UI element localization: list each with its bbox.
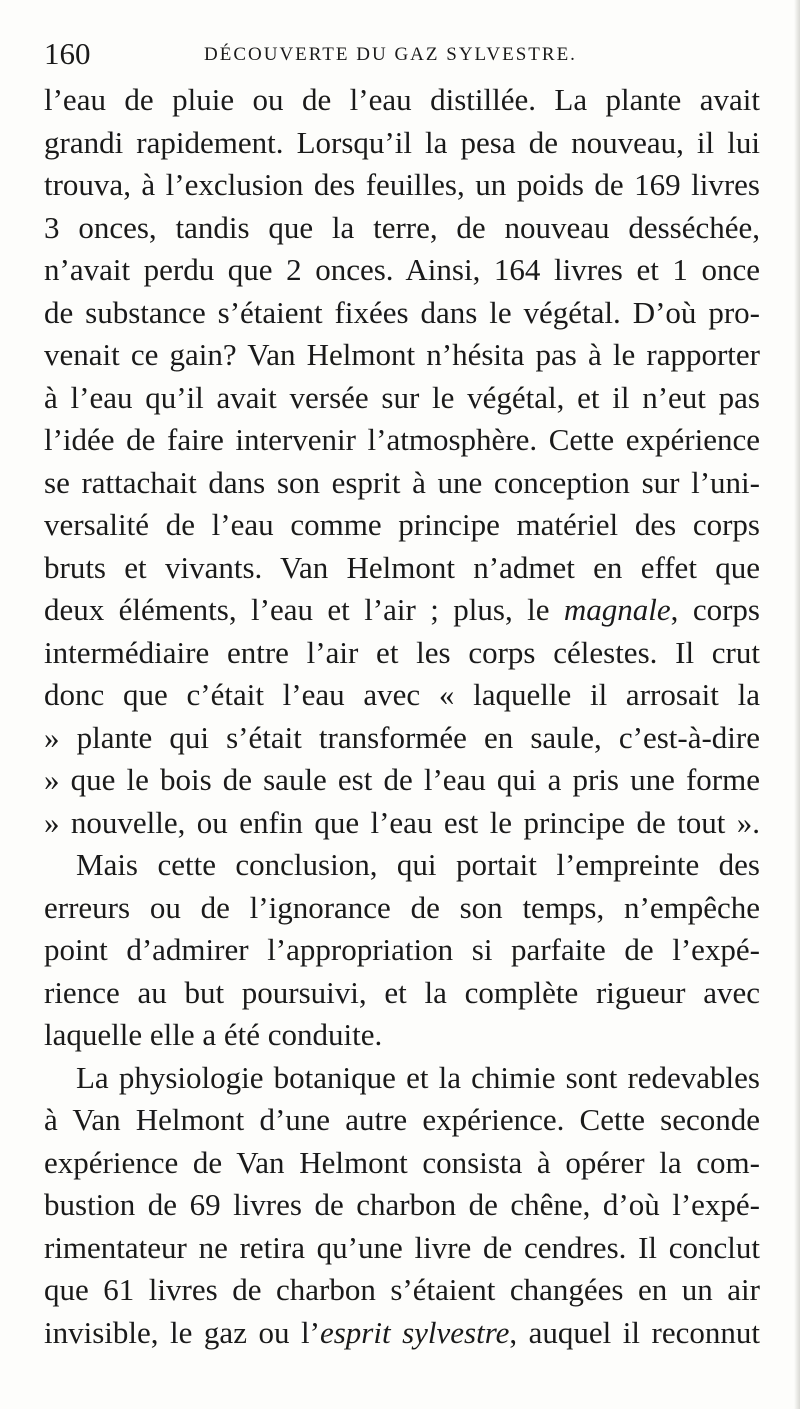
quoted-line: » que le bois de saule est de l’eau qui a pris une forme xyxy=(44,762,760,797)
text-line: à Van Helmont d’une autre expérience. Cette seconde xyxy=(44,1102,760,1137)
text-line: donc que c’était l’eau avec « laquelle il arrosait la xyxy=(44,677,760,712)
text-line: à l’eau qu’il avait versée sur le végétal, et il n’eut pas xyxy=(44,379,760,415)
running-head: DÉCOUVERTE DU GAZ SYLVESTRE. xyxy=(204,44,577,65)
text-line xyxy=(44,1312,760,1355)
text-line: expérience de Van Helmont consista à opérer la com- xyxy=(44,1144,760,1180)
body-text xyxy=(44,79,760,1354)
text-line: bruts et vivants. Van Helmont n’admet en effet que xyxy=(44,549,760,585)
text-line: grandi rapidement. Lorsqu’il la pesa de nouveau, il lui xyxy=(44,124,760,160)
paragraph-last-line: laquelle elle a été conduite. xyxy=(44,1017,383,1052)
text-line: 3 onces, tandis que la terre, de nouveau desséchée, xyxy=(44,209,760,245)
text-line: n’avait perdu que 2 onces. Ainsi, 164 livres et 1 once xyxy=(44,252,760,287)
text-line: trouva, à l’exclusion des feuilles, un poids de 169 livres xyxy=(44,167,760,202)
text-line: rimentateur ne retira qu’une livre de cendres. Il conclut xyxy=(44,1229,760,1265)
text-line: que 61 livres de charbon s’étaient changées en un air xyxy=(44,1272,760,1307)
paragraph-first-line: Mais cette conclusion, qui portait l’empreinte des xyxy=(76,847,760,882)
text-line: rience au but poursuivi, et la complète rigueur avec xyxy=(44,974,760,1010)
page-number: 160 xyxy=(44,36,91,71)
text-line: point d’admirer l’appropriation si parfaite de l’expé- xyxy=(44,932,760,967)
text-line: se rattachait dans son esprit à une conception sur l’uni- xyxy=(44,464,760,500)
text-line: erreurs ou de l’ignorance de son temps, n’empêche xyxy=(44,889,760,925)
page-edge-shadow xyxy=(794,0,800,1409)
text-line: de substance s’étaient fixées dans le végétal. D’où pro- xyxy=(44,294,760,330)
text-line: versalité de l’eau comme principe matériel des corps xyxy=(44,507,760,542)
paragraph-first-line: La physiologie botanique et la chimie sont redevables xyxy=(76,1059,760,1095)
text-line: l’eau de pluie ou de l’eau distillée. La plante avait xyxy=(44,82,760,117)
text-line: bustion de 69 livres de charbon de chêne, d’où l’expé- xyxy=(44,1187,760,1222)
text-run: , auquel il reconnut xyxy=(509,1314,760,1350)
text-line: venait ce gain? Van Helmont n’hésita pas à le rapporter xyxy=(44,337,760,372)
page-header xyxy=(44,34,764,74)
text-line: l’idée de faire intervenir l’atmosphère. Cette expérience xyxy=(44,422,760,457)
text-run: deux éléments, l’eau et l’air ; plus, le xyxy=(44,592,564,627)
quoted-line: » plante qui s’était transformée en saule, c’est-à-dire xyxy=(44,719,760,755)
italic-term: magnale xyxy=(563,592,671,627)
quoted-line: » nouvelle, ou enfin que l’eau est le principe de tout ». xyxy=(44,804,760,840)
text-line xyxy=(44,589,760,632)
italic-term: esprit sylvestre xyxy=(319,1314,510,1350)
text-line: intermédiaire entre l’air et les corps célestes. Il crut xyxy=(44,634,760,670)
text-run: , corps xyxy=(670,592,760,627)
text-run: invisible, le gaz ou l’ xyxy=(44,1314,320,1350)
